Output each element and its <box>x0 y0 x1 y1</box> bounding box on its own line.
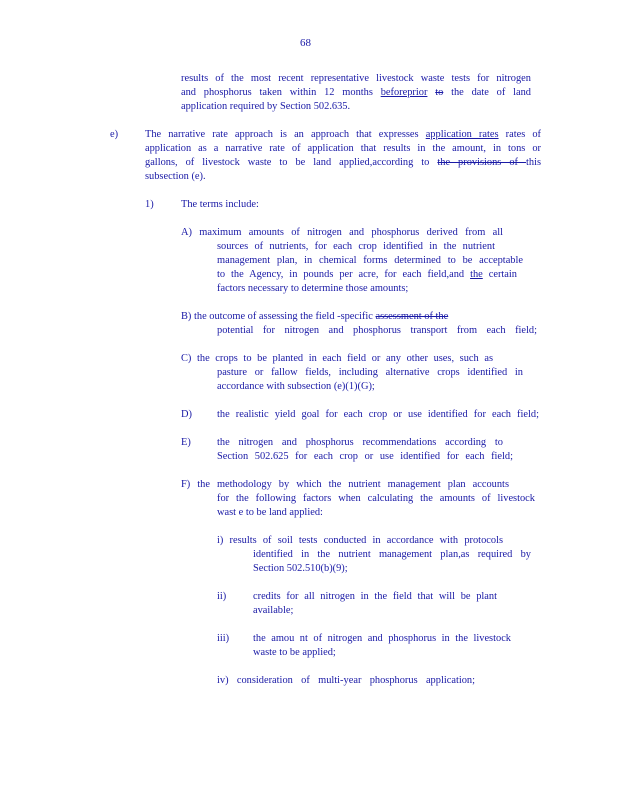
text-line: available; <box>253 605 294 616</box>
item-E <box>217 436 513 464</box>
text-line: the realistic yield goal for each crop or use identified for each field; <box>217 409 539 420</box>
text-line: application as a narrative rate of application that results in the amount, in tons or <box>145 143 541 154</box>
text-line: iv) consideration of multi-year phosphorus application; <box>217 675 475 686</box>
text-line: credits for all nitrogen in the field that will be plant <box>253 591 497 602</box>
text-line: application required by Section 502.635. <box>181 101 351 112</box>
inserted-text: the <box>470 269 483 280</box>
inserted-text: application rates <box>425 129 499 140</box>
text-line: sources of nutrients, for each crop identified in the nutrient <box>217 241 495 252</box>
item-1-text: The terms include: <box>181 199 259 210</box>
text-line: F) the methodology by which the nutrient management plan accounts <box>181 479 509 490</box>
text-line: for the following factors when calculating the amounts of livestock <box>217 493 535 504</box>
item-C-continuation <box>217 366 523 394</box>
item-B-continuation <box>217 324 537 338</box>
item-B <box>181 310 448 324</box>
text-line: A) maximum amounts of nitrogen and phosphorus derived from all <box>181 227 503 238</box>
item-i <box>217 534 503 548</box>
text-line: Section 502.625 for each crop or use identified for each field; <box>217 451 513 462</box>
item-ii <box>253 590 497 618</box>
item-A <box>181 226 503 240</box>
inserted-text: beforeprior <box>380 87 428 98</box>
text-line: and phosphorus taken within 12 months beforeprior to the date of land <box>181 87 531 98</box>
text-line: i) results of soil tests conducted in accordance with protocols <box>217 535 503 546</box>
item-D <box>217 408 539 422</box>
text-line: management plan, in chemical forms determined to be acceptable <box>217 255 523 266</box>
text-line: gallons, of livestock waste to be land applied,according to the provisions of this <box>145 157 541 168</box>
text-line: C) the crops to be planted in each field or any other uses, such as <box>181 353 493 364</box>
text-line: results of the most recent representative livestock waste tests for nitrogen <box>181 73 531 84</box>
text-line: identified in the nutrient management plan,as required by <box>253 549 531 560</box>
intro-paragraph <box>181 72 531 114</box>
text-line: subsection (e). <box>145 171 206 182</box>
item-label: E) <box>181 437 191 448</box>
item-label: D) <box>181 409 192 420</box>
deleted-text: the provisions of <box>437 157 526 168</box>
text-line: to the Agency, in pounds per acre, for each field,and the certain <box>217 269 517 280</box>
item-i-continuation <box>253 548 531 576</box>
subsection-label: e) <box>110 129 119 140</box>
text-line: the nitrogen and phosphorus recommendations according to <box>217 437 503 448</box>
text-line: the amou nt of nitrogen and phosphorus in the livestock <box>253 633 511 644</box>
item-label: iii) <box>217 633 230 644</box>
deleted-text: assessment of the <box>375 311 449 322</box>
text-line: Section 502.510(b)(9); <box>253 563 348 574</box>
text-line: factors necessary to determine those amounts; <box>217 283 409 294</box>
item-label: 1) <box>145 199 154 210</box>
deleted-text: to <box>435 87 444 98</box>
page-number: 68 <box>300 37 311 49</box>
text-line: wast e to be land applied: <box>217 507 323 518</box>
item-iii <box>253 632 511 660</box>
item-F-continuation <box>217 492 535 520</box>
item-C <box>181 352 493 366</box>
text-line: pasture or fallow fields, including alternative crops identified in <box>217 367 523 378</box>
text-line: B) the outcome of assessing the field -specific assessment of the <box>181 311 449 322</box>
subsection-e-paragraph <box>145 128 541 184</box>
item-F <box>181 478 509 492</box>
item-A-continuation <box>217 240 523 296</box>
text-line: potential for nitrogen and phosphorus transport from each field; <box>217 325 537 336</box>
text-line: accordance with subsection (e)(1)(G); <box>217 381 375 392</box>
text-line: waste to be applied; <box>253 647 336 658</box>
item-iv <box>217 674 475 688</box>
text-line: The narrative rate approach is an approach that expresses application rates rates of <box>145 129 541 140</box>
item-label: ii) <box>217 591 227 602</box>
